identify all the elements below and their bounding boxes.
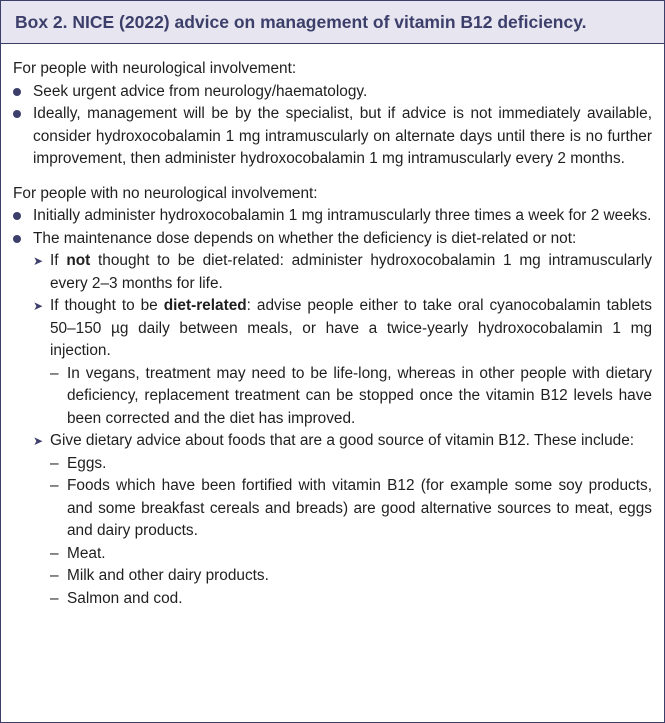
- dash-bullet-icon: –: [50, 589, 59, 607]
- bullet-icon: [13, 88, 21, 96]
- neuro-intro: For people with neurological involvement:: [13, 60, 297, 77]
- dash-bullet-icon: –: [50, 364, 59, 382]
- nonneuro-intro: For people with no neurological involvement:: [13, 184, 318, 202]
- sub-item-diet-related: ➤ If thought to be diet-related: advise people either to take oral cyanocobalamin tablets 50–150 µg daily between meals, or have a twice-yearly hydroxocobalamin 1 mg injection. – In vegans, treatment may need to be life-long, whereas in other people with dietary deficiency, replacement treatment can be stopped once the vitamin B12 levels have been corrected and the diet has improved.: [33, 295, 652, 430]
- list-item: Seek urgent advice from neurology/haematology.: [13, 81, 652, 104]
- food-item: – Meat.: [50, 543, 652, 566]
- nonneuro-list: [13, 205, 652, 610]
- arrow-bullet-icon: ➤: [33, 434, 44, 448]
- list-item: The maintenance dose depends on whether the deficiency is diet-related or not: ➤ If not thought to be diet-related: administer hydroxocobalamin 1 mg intramuscularly every 2–3 months for life. ➤ If thought to be diet-related: advise people either to take oral cyanocobalamin tablets 50–150 µg daily between meals, or have a twice-yearly hydroxocobalamin 1 mg injection. – In vegans, treatment may need to be life-long, whereas in other people with dietary deficiency, replacement treatment can be stopped once the vitamin B12 levels have been corrected and the diet has improved. ➤ Give dietary advice about foods that are a good source of vitamin B12. These include: – Eggs. – Foods which have been fortified with vitamin B12 (for example some soy products, and some breakfast cereals and breads) are good alternative sources to meat, eggs and dairy products. – Meat. – Milk and other dairy products. – Salmon and cod.: [13, 228, 652, 611]
- dash-bullet-icon: –: [50, 544, 59, 562]
- list-item: Initially administer hydroxocobalamin 1 mg intramuscularly three times a week for 2 weeks.: [13, 205, 652, 228]
- list-item: Ideally, management will be by the specialist, but if advice is not immediately available, consider hydroxocobalamin 1 mg intramuscularly on alternate days until there is no further improvement, then administer hydroxocobalamin 1 mg intramuscularly every 2 months.: [13, 103, 652, 171]
- maintenance-sublist: [33, 250, 652, 610]
- box-header: [1, 1, 664, 44]
- arrow-bullet-icon: ➤: [33, 254, 44, 268]
- box-content: [1, 44, 664, 610]
- dash-bullet-icon: –: [50, 454, 59, 472]
- arrow-bullet-icon: ➤: [33, 299, 44, 313]
- bullet-icon: [13, 110, 21, 118]
- food-list: [50, 453, 652, 611]
- bullet-icon: [13, 212, 21, 220]
- dash-bullet-icon: –: [50, 567, 59, 584]
- food-item: – Milk and other dairy products.: [50, 565, 652, 588]
- bullet-icon: [13, 235, 21, 243]
- dash-item: – In vegans, treatment may need to be life-long, whereas in other people with dietary deficiency, replacement treatment can be stopped once the vitamin B12 levels have been corrected and the diet has improved.: [50, 364, 652, 427]
- food-item: – Salmon and cod.: [50, 588, 652, 611]
- dash-bullet-icon: –: [50, 477, 59, 494]
- food-item: – Foods which have been fortified with vitamin B12 (for example some soy products, and some breakfast cereals and breads) are good alternative sources to meat, eggs and dairy products.: [50, 477, 652, 539]
- box-title: Box 2. NICE (2022) advice on management of vitamin B12 deficiency.: [15, 11, 587, 32]
- food-item: – Eggs.: [50, 453, 652, 476]
- sub-item-dietary-advice: ➤ Give dietary advice about foods that are a good source of vitamin B12. These include: – Eggs. – Foods which have been fortified with vitamin B12 (for example some soy products, and some breakfast cereals and breads) are good alternative sources to meat, eggs and dairy products. – Meat. – Milk and other dairy products. – Salmon and cod.: [33, 430, 652, 610]
- sub-item-not-diet: ➤ If not thought to be diet-related: administer hydroxocobalamin 1 mg intramuscularly every 2–3 months for life.: [33, 252, 652, 292]
- diet-related-notes: [50, 363, 652, 431]
- neuro-list: [13, 81, 652, 171]
